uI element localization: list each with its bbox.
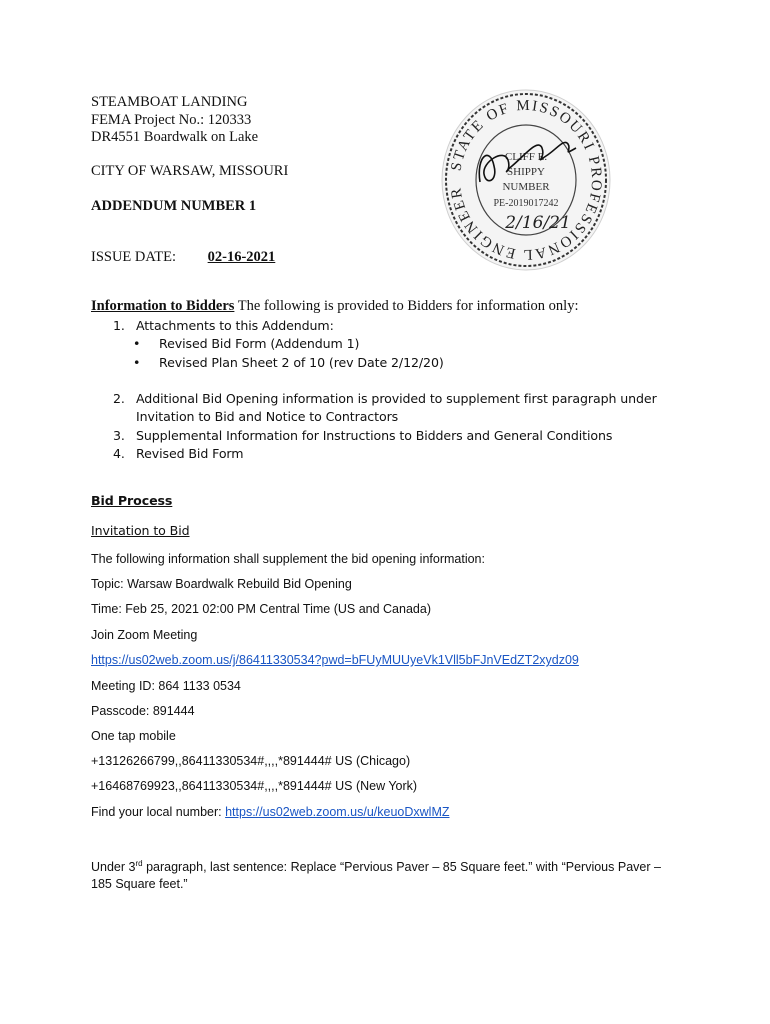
list-item (91, 390, 657, 427)
info-to-bidders-text: The following is provided to Bidders for information only: (234, 298, 579, 314)
local-number-line (91, 805, 450, 819)
list-item-text: Revised Bid Form (136, 445, 244, 461)
one-tap-chicago: +13126266799,,86411330534#,,,,*891444# US (Chicago) (91, 754, 411, 768)
bullet-icon: • (133, 354, 141, 370)
meeting-time: Time: Feb 25, 2021 02:00 PM Central Time (US and Canada) (91, 602, 431, 616)
bullet-icon: • (133, 336, 141, 352)
bullet-item (91, 335, 444, 353)
list-item (91, 427, 657, 445)
issue-date (91, 249, 317, 266)
seal-number: PE-2019017242 (493, 198, 559, 209)
issue-date-label: ISSUE DATE: (91, 249, 176, 265)
info-list (91, 390, 657, 463)
bid-intro: The following information shall supplement the bid opening information: (91, 552, 485, 566)
city-name: CITY OF WARSAW, MISSOURI (91, 163, 289, 179)
meeting-topic: Topic: Warsaw Boardwalk Rebuild Bid Opening (91, 577, 352, 591)
paragraph-text: paragraph, last sentence: Replace “Pervious Paver – 85 Square feet.” with “Pervious Paver – (142, 860, 661, 875)
list-item-text: Attachments to this Addendum: (136, 318, 334, 333)
local-number-link[interactable]: https://us02web.zoom.us/u/keuoDxwlMZ (225, 805, 450, 819)
bullet-text: Revised Bid Form (Addendum 1) (159, 336, 360, 352)
issue-date-value: 02-16-2021 (207, 249, 276, 265)
bullet-list (91, 335, 444, 372)
engineer-seal (438, 86, 614, 274)
bullet-item (91, 354, 444, 372)
seal-name-line2: SHIPPY (507, 166, 545, 178)
list-item (91, 445, 657, 463)
seal-name-line1: CLIFF E. (504, 151, 548, 163)
seal-number-label: NUMBER (502, 181, 550, 193)
bullet-text: Revised Plan Sheet 2 of 10 (rev Date 2/12/20) (159, 354, 444, 370)
list-number: 4. (113, 445, 125, 461)
meeting-passcode: Passcode: 891444 (91, 704, 195, 718)
list-item-text: Supplemental Information for Instructions to Bidders and General Conditions (136, 427, 613, 443)
join-zoom-label: Join Zoom Meeting (91, 628, 198, 642)
info-to-bidders (91, 298, 578, 315)
local-number-label: Find your local number: (91, 805, 226, 819)
list-item-text: Additional Bid Opening information is provided to supplement first paragraph under (136, 391, 657, 406)
list-item-bullets (91, 335, 444, 372)
seal-signed-date: 2/16/21 (505, 213, 571, 233)
bid-process-heading: Bid Process (91, 493, 173, 508)
seal-ring-text: STATE OF MISSOURI PROFESSIONAL ENGINEER (448, 97, 605, 263)
project-name: STEAMBOAT LANDING (91, 94, 248, 110)
list-number: 2. (113, 391, 125, 406)
paragraph-prefix: Under 3 (91, 860, 136, 875)
list-number: 1. (113, 318, 125, 333)
info-to-bidders-lead: Information to Bidders (91, 298, 235, 314)
invitation-to-bid-heading: Invitation to Bid (91, 523, 190, 538)
attachments-list (91, 317, 444, 372)
list-item (91, 317, 444, 335)
one-tap-new-york: +16468769923,,86411330534#,,,,*891444# US (New York) (91, 779, 418, 793)
project-header (91, 94, 258, 147)
replacement-paragraph (91, 855, 661, 893)
fema-project-number: FEMA Project No.: 120333 (91, 111, 252, 128)
meeting-id: Meeting ID: 864 1133 0534 (91, 679, 241, 693)
paragraph-superscript: rd (135, 859, 143, 868)
list-number: 3. (113, 427, 125, 443)
list-item-text-cont: Invitation to Bid and Notice to Contractors (136, 409, 399, 425)
paragraph-text-cont: 185 Square feet.” (91, 877, 188, 892)
one-tap-label: One tap mobile (91, 729, 176, 743)
project-description: DR4551 Boardwalk on Lake (91, 129, 259, 145)
zoom-meeting-link[interactable]: https://us02web.zoom.us/j/86411330534?pwd=bFUyMUUyeVk1Vll5bFJnVEdZT2xydz09 (91, 653, 579, 667)
addendum-title: ADDENDUM NUMBER 1 (91, 198, 257, 214)
